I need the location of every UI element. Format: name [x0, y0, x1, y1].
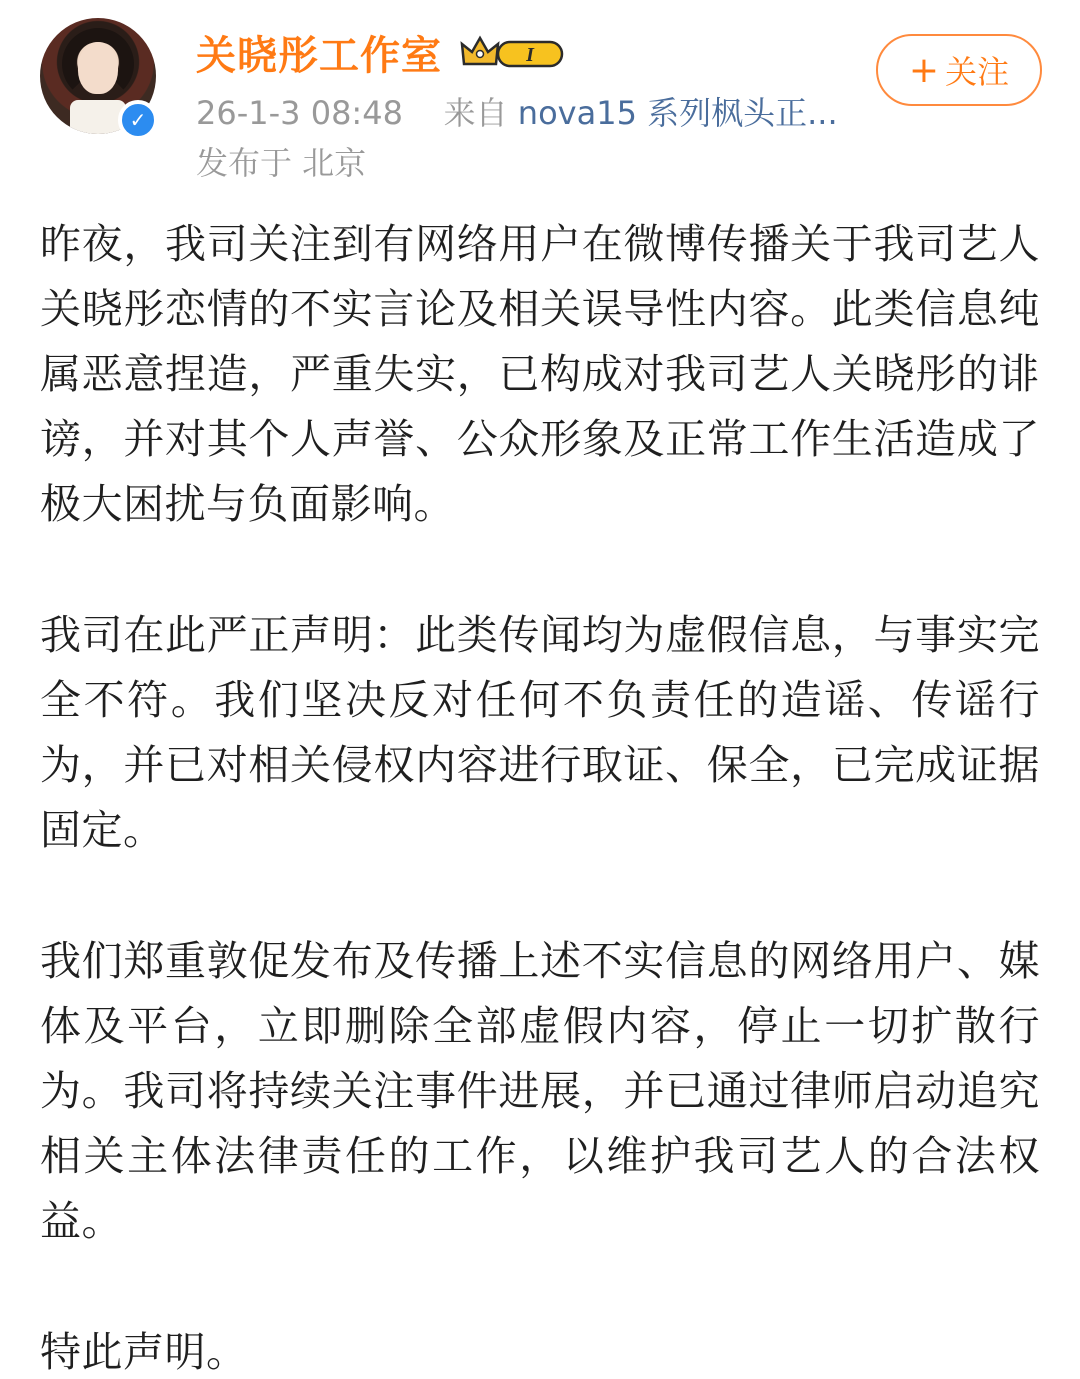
- post-timestamp: 26-1-3 08:48: [196, 94, 403, 132]
- post-content: [40, 212, 1040, 1379]
- post-location: 发布于 北京: [196, 144, 367, 182]
- post-meta: [196, 88, 838, 134]
- post-source[interactable]: nova15 系列枫头正...: [517, 94, 838, 132]
- post-paragraph: 我们郑重敦促发布及传播上述不实信息的网络用户、媒体及平台，立即删除全部虚假内容，停止一切扩散行为。我司将持续关注事件进展，并已通过律师启动追究相关主体法律责任的工作，以维护我司艺人的合法权益。: [40, 937, 1040, 1245]
- post-paragraph: 昨夜，我司关注到有网络用户在微博传播关于我司艺人关晓彤恋情的不实言论及相关误导性内容。此类信息纯属恶意捏造，严重失实，已构成对我司艺人关晓彤的诽谤，并对其个人声誉、公众形象及正常工作生活造成了极大困扰与负面影响。: [40, 220, 1040, 528]
- post-paragraph: 我司在此严正声明：此类传闻均为虚假信息，与事实完全不符。我们坚决反对任何不负责任的造谣、传谣行为，并已对相关侵权内容进行取证、保全，已完成证据固定。: [40, 611, 1040, 854]
- post-paragraph: 特此声明。: [40, 1328, 248, 1376]
- follow-button[interactable]: [876, 34, 1042, 106]
- from-prefix: 来自: [443, 94, 508, 132]
- plus-icon: +: [908, 49, 940, 91]
- vip-badge-icon[interactable]: [458, 34, 566, 72]
- author-name[interactable]: 关晓彤工作室: [196, 33, 442, 79]
- avatar-face: [78, 42, 118, 94]
- verified-check: ✓: [129, 108, 147, 132]
- vip-level-text: I: [526, 44, 534, 66]
- verified-icon: [118, 100, 158, 140]
- follow-label: 关注: [945, 53, 1010, 91]
